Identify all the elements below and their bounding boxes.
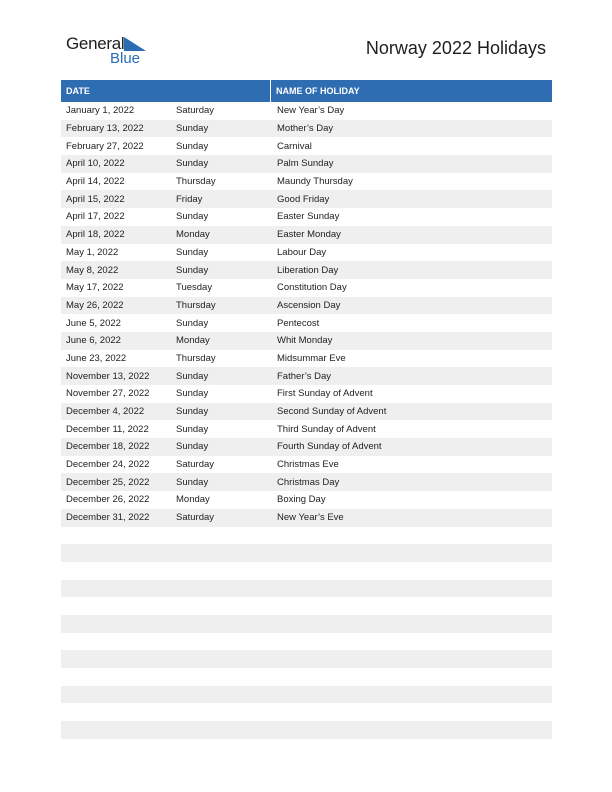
cell-holiday-name: Christmas Eve (277, 459, 339, 471)
table-row (61, 350, 552, 368)
table-row (61, 473, 552, 491)
cell-date: December 26, 2022 (66, 494, 150, 506)
cell-holiday-name: Third Sunday of Advent (277, 423, 376, 435)
cell-weekday: Thursday (176, 299, 216, 311)
cell-holiday-name: New Year’s Day (277, 105, 345, 117)
cell-date: May 17, 2022 (66, 282, 124, 294)
table-row (61, 597, 552, 615)
logo-word-blue: Blue (110, 50, 141, 67)
holiday-table (61, 80, 552, 739)
table-row (61, 244, 552, 262)
table-row (61, 544, 552, 562)
cell-date: November 27, 2022 (66, 388, 150, 400)
cell-holiday-name: First Sunday of Advent (277, 388, 373, 400)
cell-holiday-name: Easter Sunday (277, 211, 340, 223)
generalblue-logo (66, 34, 156, 70)
cell-date: May 1, 2022 (66, 246, 119, 258)
table-row (61, 686, 552, 704)
cell-date: December 18, 2022 (66, 441, 150, 453)
table-row (61, 173, 552, 191)
cell-weekday: Sunday (176, 476, 209, 488)
cell-weekday: Sunday (176, 423, 209, 435)
table-row (61, 120, 552, 138)
cell-date: December 31, 2022 (66, 512, 150, 524)
cell-weekday: Monday (176, 494, 210, 506)
cell-holiday-name: Constitution Day (277, 282, 347, 294)
header-date: DATE (61, 80, 271, 102)
cell-date: December 4, 2022 (66, 406, 145, 418)
cell-weekday: Sunday (176, 264, 209, 276)
cell-weekday: Sunday (176, 317, 209, 329)
table-row (61, 633, 552, 651)
cell-holiday-name: Liberation Day (277, 264, 339, 276)
table-row (61, 491, 552, 509)
table-row (61, 261, 552, 279)
cell-holiday-name: Pentecost (277, 317, 320, 329)
cell-holiday-name: Father’s Day (277, 370, 332, 382)
table-row (61, 314, 552, 332)
cell-date: May 8, 2022 (66, 264, 119, 276)
cell-holiday-name: New Year’s Eve (277, 512, 344, 524)
cell-date: April 17, 2022 (66, 211, 125, 223)
cell-holiday-name: Second Sunday of Advent (277, 406, 387, 418)
cell-weekday: Thursday (176, 176, 216, 188)
cell-weekday: Thursday (176, 352, 216, 364)
table-row (61, 190, 552, 208)
table-row (61, 332, 552, 350)
cell-holiday-name: Midsummar Eve (277, 352, 346, 364)
cell-date: April 14, 2022 (66, 176, 125, 188)
cell-weekday: Friday (176, 193, 203, 205)
table-row (61, 580, 552, 598)
cell-date: April 10, 2022 (66, 158, 125, 170)
table-row (61, 137, 552, 155)
logo-word-general: General (66, 34, 125, 53)
cell-date: April 18, 2022 (66, 229, 125, 241)
cell-weekday: Saturday (176, 512, 215, 524)
cell-weekday: Saturday (176, 105, 215, 117)
table-row (61, 615, 552, 633)
cell-date: December 25, 2022 (66, 476, 150, 488)
cell-holiday-name: Boxing Day (277, 494, 326, 506)
cell-weekday: Sunday (176, 140, 209, 152)
cell-weekday: Sunday (176, 246, 209, 258)
cell-weekday: Sunday (176, 441, 209, 453)
table-row (61, 721, 552, 739)
cell-weekday: Saturday (176, 459, 215, 471)
cell-holiday-name: Ascension Day (277, 299, 341, 311)
cell-holiday-name: Maundy Thursday (277, 176, 353, 188)
table-row (61, 403, 552, 421)
table-row (61, 562, 552, 580)
table-row (61, 438, 552, 456)
cell-weekday: Sunday (176, 388, 209, 400)
cell-weekday: Sunday (176, 370, 209, 382)
cell-holiday-name: Fourth Sunday of Advent (277, 441, 382, 453)
table-row (61, 456, 552, 474)
cell-holiday-name: Good Friday (277, 193, 330, 205)
table-row (61, 650, 552, 668)
cell-date: June 23, 2022 (66, 352, 127, 364)
cell-date: June 6, 2022 (66, 335, 121, 347)
cell-holiday-name: Easter Monday (277, 229, 341, 241)
table-row (61, 226, 552, 244)
table-row (61, 297, 552, 315)
table-row (61, 509, 552, 527)
cell-date: December 11, 2022 (66, 423, 149, 435)
cell-weekday: Sunday (176, 123, 209, 135)
table-row (61, 385, 552, 403)
cell-holiday-name: Palm Sunday (277, 158, 334, 170)
cell-weekday: Sunday (176, 406, 209, 418)
cell-holiday-name: Mother’s Day (277, 123, 334, 135)
header-holiday-name: NAME OF HOLIDAY (276, 86, 360, 96)
table-header (61, 80, 552, 102)
cell-date: December 24, 2022 (66, 459, 150, 471)
table-row (61, 279, 552, 297)
table-row (61, 668, 552, 686)
cell-date: February 13, 2022 (66, 123, 144, 135)
cell-weekday: Tuesday (176, 282, 213, 294)
table-row (61, 703, 552, 721)
table-row (61, 367, 552, 385)
cell-holiday-name: Whit Monday (277, 335, 333, 347)
cell-date: January 1, 2022 (66, 105, 135, 117)
cell-date: April 15, 2022 (66, 193, 125, 205)
cell-weekday: Monday (176, 335, 210, 347)
table-row (61, 527, 552, 545)
table-row (61, 155, 552, 173)
cell-weekday: Sunday (176, 158, 209, 170)
cell-date: February 27, 2022 (66, 140, 144, 152)
table-body (61, 102, 552, 739)
cell-weekday: Monday (176, 229, 210, 241)
table-row (61, 420, 552, 438)
cell-holiday-name: Carnival (277, 140, 312, 152)
cell-date: June 5, 2022 (66, 317, 121, 329)
cell-date: November 13, 2022 (66, 370, 150, 382)
page-title: Norway 2022 Holidays (365, 38, 546, 58)
table-row (61, 102, 552, 120)
cell-holiday-name: Christmas Day (277, 476, 340, 488)
cell-holiday-name: Labour Day (277, 246, 327, 258)
table-row (61, 208, 552, 226)
cell-date: May 26, 2022 (66, 299, 124, 311)
cell-weekday: Sunday (176, 211, 209, 223)
logo-triangle-icon (124, 37, 146, 51)
